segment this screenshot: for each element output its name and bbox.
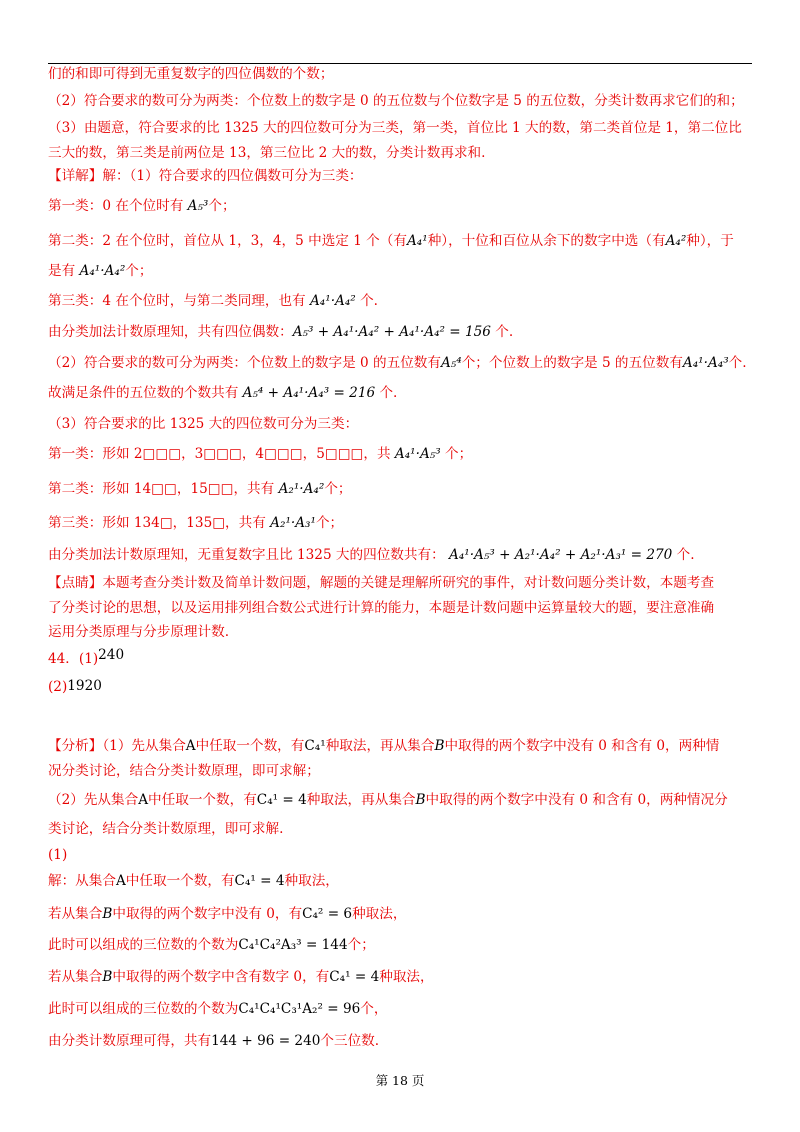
set-label: B xyxy=(102,969,113,985)
text-line: 第三类：4 在个位时，与第二类同理，也有 A₄¹·A₄² 个. xyxy=(48,293,378,309)
set-label: B xyxy=(434,738,445,754)
math-formula: A₅³ + A₄¹·A₄² + A₄¹·A₄² = 156 xyxy=(292,324,491,340)
set-label: A xyxy=(138,792,149,808)
text-line: 们的和即可得到无重复数字的四位偶数的个数； xyxy=(48,66,334,82)
text-line: 【分析】（1）先从集合A中任取一个数，有C₄¹种取法，再从集合B中取得的两个数字中没有 0 和含有 0，两种情 xyxy=(48,738,720,754)
answer-value: 240 xyxy=(98,647,125,663)
text-line: 由分类加法计数原理知，共有四位偶数：A₅³ + A₄¹·A₄² + A₄¹·A₄² = 156 个. xyxy=(48,324,514,340)
text-line: 是有 A₄¹·A₄²个； xyxy=(48,263,153,279)
text-line: 第二类：形如 14□□，15□□，共有 A₂¹·A₄²个； xyxy=(48,481,352,497)
set-label: A xyxy=(115,873,126,889)
text-line: 【详解】解：（1）符合要求的四位偶数可分为三类： xyxy=(48,168,363,184)
text-line: 三大的数，第三类是前两位是 13，第三位比 2 大的数，分类计数再求和. xyxy=(48,145,486,161)
text-line: 由分类计数原理可得，共有144 + 96 = 240个三位数. xyxy=(48,1033,380,1049)
text-line: （2）符合要求的数可分为两类：个位数上的数字是 0 的五位数有A₅⁴个；个位数上的数字是 5 的五位数有A₄¹·A₄³个. xyxy=(48,355,747,371)
math-formula: C₄¹C₄²A₃³ = 144 xyxy=(238,937,348,953)
text-line: （2）符合要求的数可分为两类：个位数上的数字是 0 的五位数与个位数字是 5 的五位数，分类计数再求它们的和； xyxy=(48,93,744,109)
math-formula: A₄¹ xyxy=(406,233,428,249)
text-line: (1) xyxy=(48,847,68,863)
math-formula: C₄¹ xyxy=(304,738,326,754)
math-formula: A₄¹·A₄³ xyxy=(682,355,729,371)
math-formula: C₄² = 6 xyxy=(302,906,353,922)
math-formula: C₄¹ = 4 xyxy=(256,792,307,808)
math-formula: A₄¹·A₅³ + A₂¹·A₄² + A₂¹·A₃¹ = 270 xyxy=(449,547,673,563)
set-label: B xyxy=(415,792,426,808)
text-line: 若从集合B中取得的两个数字中没有 0，有C₄² = 6种取法， xyxy=(48,906,407,922)
text-line: 第三类：形如 134□，135□，共有 A₂¹·A₃¹个； xyxy=(48,515,344,531)
text-line: 此时可以组成的三位数的个数为C₄¹C₄¹C₃¹A₂² = 96个， xyxy=(48,1001,388,1017)
text-line: 了分类讨论的思想，以及运用排列组合数公式进行计算的能力，本题是计数问题中运算量较大的题，要注意准确 xyxy=(48,600,715,616)
math-formula: C₄¹ = 4 xyxy=(329,969,380,985)
text-line: 故满足条件的五位数的个数共有 A₅⁴ + A₄¹·A₄³ = 216 个. xyxy=(48,385,398,401)
text-line: 解：从集合A中任取一个数，有C₄¹ = 4种取法， xyxy=(48,873,339,889)
set-label: A xyxy=(185,738,196,754)
question-number: 44．(1)240 xyxy=(48,647,125,667)
page-footer: 第 18 页 xyxy=(375,1073,425,1088)
math-formula: A₄² xyxy=(665,233,687,249)
text-line: 若从集合B中取得的两个数字中含有数字 0，有C₄¹ = 4种取法， xyxy=(48,969,434,985)
math-formula: 144 + 96 = 240 xyxy=(211,1033,321,1049)
math-formula: A₂¹·A₄² xyxy=(278,481,325,497)
text-line: 类讨论，结合分类计数原理，即可求解. xyxy=(48,821,284,837)
text-line: （3）符合要求的比 1325 大的四位数可分为三类： xyxy=(48,416,359,432)
math-formula: A₅⁴ + A₄¹·A₄³ = 216 xyxy=(242,385,376,401)
math-formula: A₅³ xyxy=(187,198,209,214)
math-formula: A₄¹·A₄² xyxy=(79,263,126,279)
math-formula: C₄¹ = 4 xyxy=(234,873,285,889)
answer-line: (2)1920 xyxy=(48,678,102,695)
math-formula: A₅⁴ xyxy=(440,355,462,371)
text-line: 况分类讨论，结合分类计数原理，即可求解； xyxy=(48,763,320,779)
text-line: 【点睛】本题考查分类计数及简单计数问题，解题的关键是理解所研究的事件，对计数问题分类计数，本题考查 xyxy=(48,575,715,591)
math-formula: A₂¹·A₃¹ xyxy=(270,515,316,531)
text-line: 第一类：形如 2□□□，3□□□，4□□□，5□□□，共 A₄¹·A₅³ 个； xyxy=(48,446,473,462)
text-line: （2）先从集合A中任取一个数，有C₄¹ = 4种取法，再从集合B中取得的两个数字中没有 0 和含有 0，两种情况分 xyxy=(48,792,728,808)
set-label: B xyxy=(102,906,113,922)
text-line: 运用分类原理与分步原理计数. xyxy=(48,624,230,640)
math-formula: A₄¹·A₄² xyxy=(309,293,356,309)
text-line: （3）由题意，符合要求的比 1325 大的四位数可分为三类，第一类，首位比 1 大的数，第二类首位是 1，第二位比 xyxy=(48,120,742,136)
text-line: 此时可以组成的三位数的个数为C₄¹C₄²A₃³ = 144个； xyxy=(48,937,375,953)
math-formula: A₄¹·A₅³ xyxy=(394,446,441,462)
text-line: 第一类：0 在个位时有 A₅³个； xyxy=(48,198,236,214)
math-formula: C₄¹C₄¹C₃¹A₂² = 96 xyxy=(238,1001,361,1017)
text-line: 第二类：2 在个位时，首位从 1，3，4，5 中选定 1 个（有A₄¹种），十位和百位从余下的数字中选（有A₄²种），于 xyxy=(48,233,734,249)
text-line: 由分类加法计数原理知，无重复数字且比 1325 大的四位数共有： A₄¹·A₅³ + A₂¹·A₄² + A₂¹·A₃¹ = 270 个. xyxy=(48,547,695,563)
answer-value: 1920 xyxy=(67,678,102,694)
